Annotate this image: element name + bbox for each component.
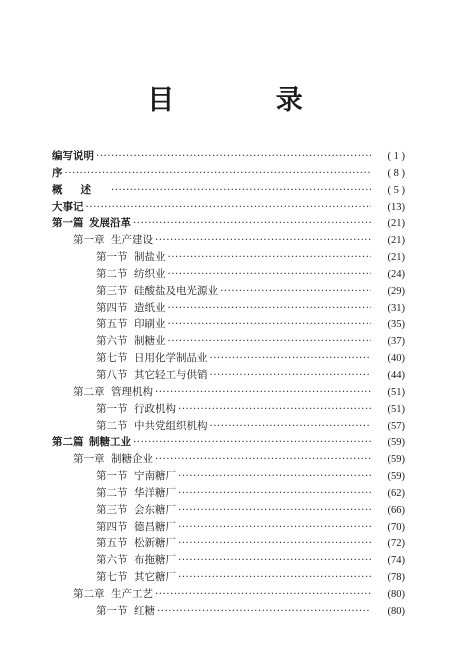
toc-entry[interactable]	[52, 502, 405, 519]
toc-entry[interactable]	[52, 266, 405, 283]
toc-entry-title: 其它轻工与供销	[134, 368, 208, 381]
toc-entry-title: 红糖	[134, 604, 155, 617]
toc-entry-title: 德昌糖厂	[134, 520, 176, 533]
toc-entry-title: 概述	[52, 183, 109, 196]
dot-leader	[178, 552, 371, 569]
toc-entry[interactable]	[52, 316, 405, 333]
toc-entry-title: 发展沿革	[89, 217, 131, 230]
toc-entry[interactable]	[52, 350, 405, 367]
toc-entry-title: 日用化学制品业	[134, 352, 208, 365]
toc-entry-title: 管理机构	[111, 385, 153, 398]
toc-entry-number: 第二篇	[52, 436, 84, 449]
dot-leader	[133, 434, 371, 451]
dot-leader	[178, 535, 371, 552]
page-title: 目 录	[147, 85, 349, 116]
dot-leader	[178, 485, 371, 502]
toc-entry-page: (40)	[387, 353, 405, 365]
dot-leader	[157, 603, 371, 620]
toc-entry-page: (59)	[387, 437, 405, 449]
toc-entry-title: 松新糖厂	[134, 537, 176, 550]
toc-entry-title: 造纸业	[134, 301, 166, 314]
toc-entry-page: (31)	[387, 302, 405, 314]
dot-leader	[178, 468, 371, 485]
toc-entry-page: (78)	[387, 572, 405, 584]
dot-leader	[168, 266, 372, 283]
toc-entry-title: 大事记	[52, 200, 84, 213]
dot-leader	[178, 569, 371, 586]
toc-entry-page: (13)	[387, 201, 405, 213]
toc-entry-page: (59)	[387, 471, 405, 483]
toc-entry-page: (66)	[387, 504, 405, 516]
toc-entry-page: (80)	[387, 605, 405, 617]
toc-entry-number: 第一节	[96, 251, 128, 264]
toc-entry-number: 第一节	[96, 604, 128, 617]
toc-entry-page: ( 8 )	[387, 167, 405, 179]
toc-entry-title: 宁南糖厂	[134, 470, 176, 483]
table-of-contents	[52, 148, 405, 620]
toc-entry[interactable]	[52, 603, 405, 620]
toc-entry[interactable]	[52, 182, 405, 199]
toc-entry-number: 第一节	[96, 402, 128, 415]
toc-entry-page: (74)	[387, 555, 405, 567]
toc-entry-page: (57)	[387, 420, 405, 432]
toc-entry-number: 第一章	[73, 234, 105, 247]
toc-entry-page: (21)	[387, 252, 405, 264]
toc-entry-number: 第二节	[96, 486, 128, 499]
toc-entry[interactable]	[52, 367, 405, 384]
toc-entry-number: 第七节	[96, 352, 128, 365]
toc-entry-number: 第二章	[73, 587, 105, 600]
dot-leader	[210, 350, 372, 367]
toc-entry-number: 第八节	[96, 368, 128, 381]
toc-entry[interactable]	[52, 148, 405, 165]
toc-entry[interactable]	[52, 418, 405, 435]
toc-entry[interactable]	[52, 283, 405, 300]
dot-leader	[155, 384, 371, 401]
dot-leader	[155, 232, 371, 249]
toc-entry-page: (51)	[387, 403, 405, 415]
toc-entry-title: 生产建设	[111, 234, 153, 247]
toc-entry[interactable]	[52, 468, 405, 485]
toc-entry-page: (80)	[387, 588, 405, 600]
toc-entry-title: 华洋糖厂	[134, 486, 176, 499]
toc-entry-title: 会东糖厂	[134, 503, 176, 516]
toc-entry-number: 第一章	[73, 453, 105, 466]
toc-entry-page: (29)	[387, 285, 405, 297]
toc-entry-title: 行政机构	[134, 402, 176, 415]
toc-entry-page: (51)	[387, 386, 405, 398]
toc-entry[interactable]	[52, 384, 405, 401]
toc-entry-title: 印刷业	[134, 318, 166, 331]
toc-entry[interactable]	[52, 485, 405, 502]
toc-entry-number: 第一节	[96, 470, 128, 483]
toc-entry-title: 制盐业	[134, 251, 166, 264]
toc-entry[interactable]	[52, 232, 405, 249]
toc-entry-page: (21)	[387, 218, 405, 230]
dot-leader	[178, 519, 371, 536]
toc-entry[interactable]	[52, 300, 405, 317]
toc-entry[interactable]	[52, 401, 405, 418]
toc-entry-title: 布拖糖厂	[134, 554, 176, 567]
dot-leader	[111, 182, 371, 199]
toc-entry[interactable]	[52, 569, 405, 586]
dot-leader	[155, 451, 371, 468]
toc-entry[interactable]	[52, 165, 405, 182]
dot-leader	[86, 199, 372, 216]
toc-entry-title: 序	[52, 166, 63, 179]
dot-leader	[178, 401, 371, 418]
toc-entry-number: 第二节	[96, 267, 128, 280]
toc-entry-number: 第三节	[96, 503, 128, 516]
toc-entry-page: ( 1 )	[387, 151, 405, 162]
toc-entry-number: 第七节	[96, 571, 128, 584]
toc-entry[interactable]	[52, 519, 405, 536]
toc-entry[interactable]	[52, 215, 405, 232]
toc-entry-number: 第五节	[96, 537, 128, 550]
toc-entry-number: 第四节	[96, 301, 128, 314]
toc-entry[interactable]	[52, 586, 405, 603]
toc-entry-page: ( 5 )	[387, 184, 405, 196]
dot-leader	[168, 300, 372, 317]
toc-entry[interactable]	[52, 552, 405, 569]
toc-entry-title: 编写说明	[52, 150, 94, 162]
toc-entry-number: 第二节	[96, 419, 128, 432]
toc-entry[interactable]	[52, 535, 405, 552]
toc-entry-title: 生产工艺	[111, 587, 153, 600]
toc-entry[interactable]	[52, 333, 405, 350]
toc-entry[interactable]	[52, 434, 405, 451]
toc-entry[interactable]	[52, 249, 405, 266]
toc-entry-page: (37)	[387, 336, 405, 348]
toc-entry-title: 纺织业	[134, 267, 166, 280]
dot-leader	[210, 418, 372, 435]
toc-entry-page: (62)	[387, 487, 405, 499]
toc-entry-title: 中共党组织机构	[134, 419, 208, 432]
dot-leader	[168, 333, 372, 350]
dot-leader	[133, 215, 371, 232]
toc-entry-number: 第六节	[96, 554, 128, 567]
toc-entry-page: (35)	[387, 319, 405, 331]
dot-leader	[65, 165, 372, 182]
toc-entry-number: 第二章	[73, 385, 105, 398]
dot-leader	[178, 502, 371, 519]
dot-leader	[220, 283, 371, 300]
toc-entry-title: 制糖业	[134, 335, 166, 348]
dot-leader	[210, 367, 372, 384]
toc-entry-number: 第三节	[96, 284, 128, 297]
toc-entry-page: (44)	[387, 369, 405, 381]
toc-entry-title: 硅酸盐及电光源业	[134, 284, 218, 297]
toc-entry-page: (70)	[387, 521, 405, 533]
toc-entry-page: (24)	[387, 268, 405, 280]
dot-leader	[168, 316, 372, 333]
dot-leader	[168, 249, 372, 266]
toc-entry-page: (59)	[387, 454, 405, 466]
toc-entry-page: (21)	[387, 235, 405, 247]
dot-leader	[96, 148, 371, 165]
toc-entry-number: 第六节	[96, 335, 128, 348]
toc-entry[interactable]	[52, 451, 405, 468]
toc-entry-title: 制糖工业	[89, 436, 131, 449]
toc-entry-number: 第一篇	[52, 217, 84, 230]
toc-entry-number: 第五节	[96, 318, 128, 331]
toc-entry-title: 制糖企业	[111, 453, 153, 466]
toc-entry-number: 第四节	[96, 520, 128, 533]
toc-entry-page: (72)	[387, 538, 405, 550]
toc-entry[interactable]	[52, 199, 405, 216]
toc-entry-title: 其它糖厂	[134, 571, 176, 584]
dot-leader	[155, 586, 371, 603]
